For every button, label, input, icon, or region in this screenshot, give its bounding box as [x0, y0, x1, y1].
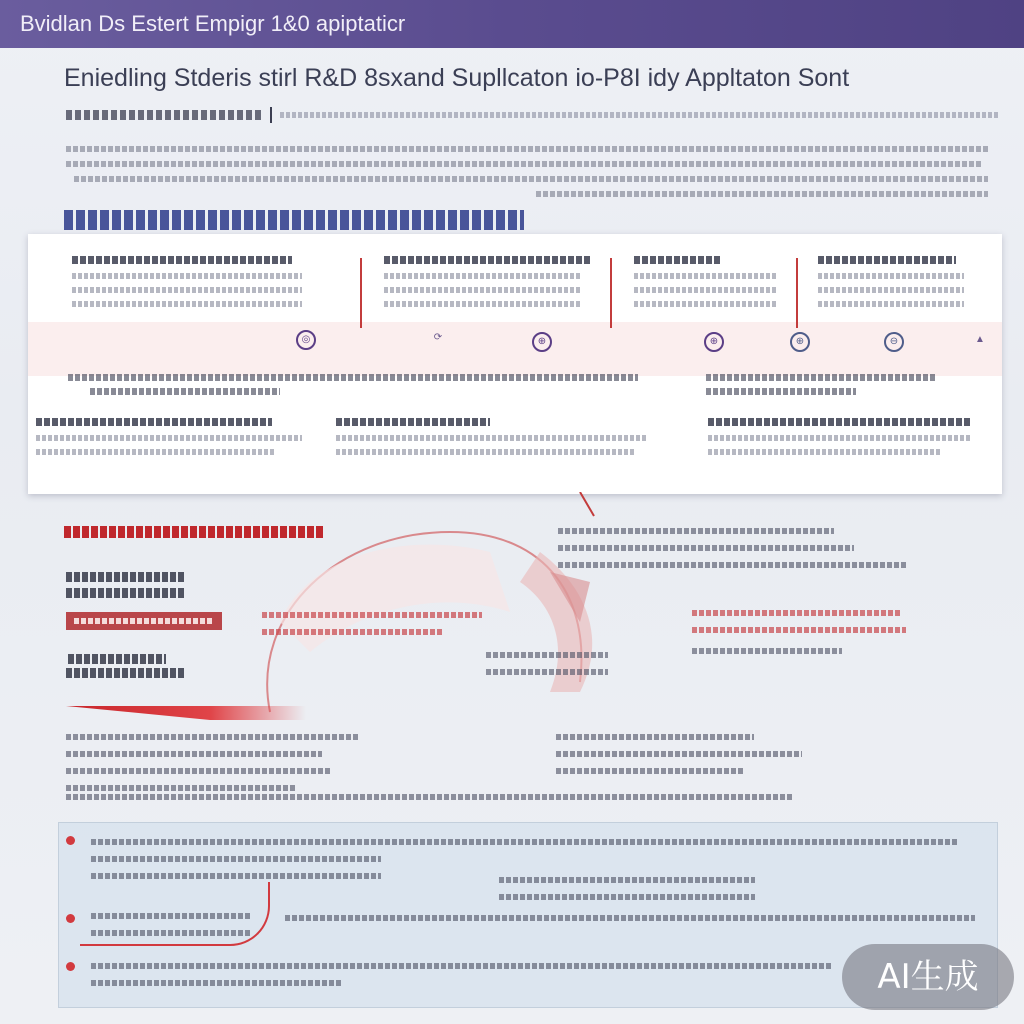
meta-line — [66, 108, 998, 122]
intro-paragraph — [66, 146, 988, 204]
note-line — [66, 751, 322, 757]
summary-block — [285, 915, 975, 921]
diagram-heading — [64, 526, 324, 538]
summary-line — [91, 856, 381, 862]
band-text — [68, 374, 638, 381]
timeline-column — [818, 256, 964, 315]
note-line — [66, 785, 296, 791]
summary-block — [91, 839, 959, 879]
lower-column — [36, 418, 302, 463]
paragraph-line — [74, 176, 988, 182]
note-line — [66, 794, 792, 800]
lower-column-line — [336, 449, 636, 455]
timeline-divider — [360, 258, 362, 328]
column-line — [634, 287, 776, 293]
page-title: Eniedling Stderis stirl R&D 8sxand Supllcaton io-P8I idy Appltaton Sont — [64, 64, 850, 92]
diagram-label — [66, 668, 186, 678]
timeline-divider — [796, 258, 798, 328]
arc-center-notes — [486, 652, 608, 675]
note-line — [262, 612, 482, 618]
lower-column-line — [708, 449, 940, 455]
timeline-band — [28, 322, 1002, 376]
column-line — [384, 273, 580, 279]
arc-pointer — [580, 492, 594, 516]
summary-line — [91, 873, 381, 879]
timeline-column — [72, 256, 302, 315]
timeline-column — [384, 256, 592, 315]
summary-connector — [80, 882, 270, 946]
meta-label — [66, 110, 262, 120]
meta-separator — [270, 107, 272, 123]
diagram-tag — [66, 612, 222, 630]
note-line — [486, 652, 608, 658]
wide-note — [66, 794, 792, 800]
note-line — [66, 734, 358, 740]
arc-notes — [262, 612, 482, 635]
note-line — [556, 768, 744, 774]
band-text — [90, 388, 280, 395]
column-title — [634, 256, 722, 264]
summary-block — [499, 877, 755, 900]
column-line — [384, 301, 580, 307]
paragraph-line — [536, 191, 988, 197]
band-text — [706, 374, 936, 381]
column-line — [818, 287, 964, 293]
timeline-node-icon: ⟳ — [433, 332, 443, 343]
summary-line — [91, 963, 831, 969]
column-line — [72, 287, 302, 293]
top-banner — [0, 0, 1024, 48]
diagram-label — [66, 588, 184, 598]
note-line — [558, 545, 854, 551]
meta-text — [280, 112, 998, 118]
lower-column-title — [36, 418, 272, 426]
right-notes-top — [558, 528, 908, 568]
timeline-divider — [610, 258, 612, 328]
column-line — [384, 287, 580, 293]
bullet-icon — [66, 962, 75, 971]
note-line — [558, 562, 908, 568]
arc-fill — [280, 545, 510, 652]
bullet-icon — [66, 836, 75, 845]
column-line — [818, 301, 964, 307]
column-line — [634, 273, 776, 279]
right-notes-mid — [692, 610, 906, 633]
lower-column-line — [708, 435, 972, 441]
timeline-node-icon: ⊕ — [532, 332, 552, 352]
summary-line — [499, 894, 755, 900]
summary-block — [91, 963, 831, 986]
summary-line — [499, 877, 755, 883]
column-title — [818, 256, 956, 264]
paragraph-line — [66, 161, 982, 167]
diagram-label — [66, 572, 186, 582]
bullet-icon — [66, 914, 75, 923]
note-line — [556, 751, 802, 757]
timeline-node-icon: ◎ — [296, 330, 316, 350]
timeline-node-icon: ⊖ — [884, 332, 904, 352]
column-title — [72, 256, 292, 264]
note-line — [692, 627, 906, 633]
column-line — [72, 273, 302, 279]
note-line — [556, 734, 754, 740]
lower-column-line — [36, 435, 302, 441]
note-line — [692, 648, 842, 654]
left-notes — [66, 734, 358, 791]
note-line — [558, 528, 834, 534]
right-notes-bottom — [556, 734, 802, 774]
ai-generated-badge: AI生成 — [842, 944, 1014, 1010]
summary-line — [91, 839, 959, 845]
column-line — [818, 273, 964, 279]
summary-line — [285, 915, 975, 921]
lower-column — [708, 418, 972, 463]
column-line — [634, 301, 776, 307]
diagram-wedge — [66, 706, 306, 720]
section-heading — [64, 210, 524, 230]
note-line — [692, 610, 902, 616]
diagram-label — [68, 654, 166, 664]
lower-column-line — [336, 435, 648, 441]
timeline-node-icon: ▲ — [975, 334, 985, 345]
timeline-node-icon: ⊕ — [704, 332, 724, 352]
lower-column-title — [336, 418, 490, 426]
timeline-column — [634, 256, 776, 315]
column-line — [72, 301, 302, 307]
band-text — [706, 388, 856, 395]
timeline-panel — [28, 234, 1002, 494]
note-line — [486, 669, 608, 675]
lower-column — [336, 418, 648, 463]
note-line — [262, 629, 442, 635]
timeline-node-icon: ⊕ — [790, 332, 810, 352]
summary-line — [91, 980, 341, 986]
right-notes-mid-2 — [692, 648, 842, 654]
banner-title: Bvidlan Ds Estert Empigr 1&0 apiptaticr — [20, 11, 406, 36]
lower-column-title — [708, 418, 970, 426]
column-title — [384, 256, 592, 264]
lower-column-line — [36, 449, 276, 455]
note-line — [66, 768, 330, 774]
paragraph-line — [66, 146, 988, 152]
